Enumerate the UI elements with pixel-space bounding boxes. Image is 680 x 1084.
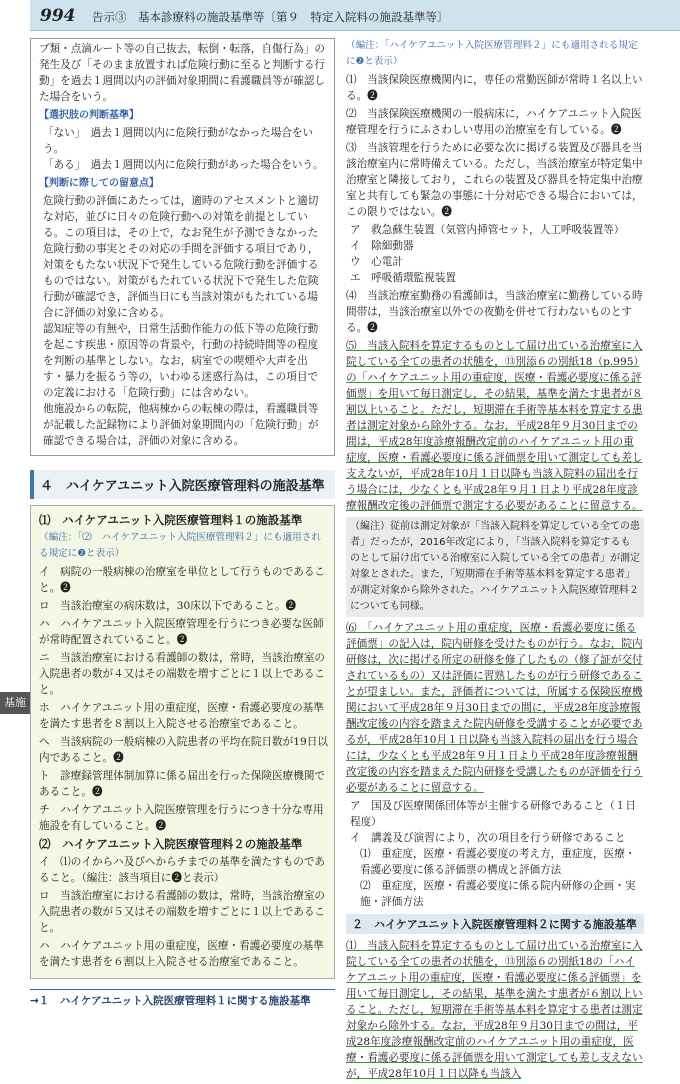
list-item: ニ 当該治療室における看護師の数は，常時，当該治療室の入院患者の数が４又はその端数を増すごとに１以上であること。 bbox=[39, 652, 326, 696]
page-header bbox=[30, 0, 680, 31]
page-number: 994 bbox=[40, 6, 76, 26]
standards-box bbox=[30, 505, 335, 979]
side-tab: 基施 bbox=[0, 692, 30, 714]
list-item: ハ ハイケアユニット用の重症度，医療・看護必要度の基準を満たす患者を６割以上入院させる治療室であること。 bbox=[39, 940, 324, 968]
paragraph: ⑵ 当該保険医療機関の一般病床に，ハイケアユニット入院医療管理を行うにふさわしい専用の治療室を有している。❷ bbox=[346, 108, 642, 136]
list-item: ホ ハイケアユニット用の重症度，医療・看護必要度の基準を満たす患者を８割以上入院させる治療室であること。 bbox=[39, 702, 324, 730]
training-item: ア 国及び医療関係団体等が主催する研修であること（１日程度） bbox=[350, 800, 637, 828]
left-column bbox=[30, 38, 335, 1008]
equipment-item: ウ 心電計 bbox=[350, 256, 403, 268]
list-item: ト 診療録管理体制加算に係る届出を行った保険医療機関であること。❷ bbox=[39, 770, 326, 798]
list-item: イ ⑴のイからハ及びヘからチまでの基準を満たすものであること。（編注：該当項目に❷と表示） bbox=[39, 856, 326, 884]
choice-no: 「ない」 過去１週間以内に危険行動がなかった場合をいう。 bbox=[43, 127, 314, 155]
section-4-heading: ４ ハイケアユニット入院医療管理料の施設基準 bbox=[30, 470, 335, 499]
choice-yes: 「ある」 過去１週間以内に危険行動があった場合をいう。 bbox=[43, 159, 324, 171]
notes-para: 認知症等の有無や，日常生活動作能力の低下等の危険行動を起こす疾患・原因等の背景や，行動の持続時間等の程度を判断の基準としない。なお，病室での喫煙や大声を出す・暴力を振るう等の，いわゆる迷惑行為は，この項目での定義における「危険行動」には含めない。 bbox=[43, 323, 319, 399]
items-2 bbox=[39, 854, 328, 970]
subheading-2: ⑵ ハイケアユニット入院医療管理料２の施設基準 bbox=[39, 837, 303, 851]
evaluation-box bbox=[30, 38, 335, 456]
paragraph: ⑴ 当該保険医療機関内に，専任の常勤医師が常時１名以上いる。❷ bbox=[346, 74, 643, 102]
training-subitem: ⑵ 重症度，医療・看護必要度に係る院内研修の企画・実施・評価方法 bbox=[360, 880, 636, 908]
tag-notes: 【判断に際しての留意点】 bbox=[39, 178, 159, 189]
list-item: ロ 当該治療室の病床数は，30床以下であること。❷ bbox=[39, 600, 297, 612]
running-title: 告示③ 基本診療料の施設基準等〔第９ 特定入院料の施設基準等〕 bbox=[92, 10, 449, 24]
equipment-item: イ 除細動器 bbox=[350, 240, 414, 252]
cross-reference: →１ ハイケアユニット入院医療管理料１に関する施設基準 bbox=[30, 989, 335, 1008]
tag-choice: 【選択肢の判断基準】 bbox=[39, 110, 139, 121]
list-item: ヘ 当該病院の一般病棟の入院患者の平均在院日数が19日以内であること。❷ bbox=[39, 736, 328, 764]
edit-note: （編注：「⑵ ハイケアユニット入院医療管理料２」にも適用される規定に❷と表示） bbox=[39, 532, 321, 559]
edit-note: （編注：「ハイケアユニット入院医療管理料２」にも適用される規定に❷と表示） bbox=[346, 40, 638, 67]
list-item: イ 病院の一般病棟の治療室を単位として行うものであること。❷ bbox=[39, 566, 326, 594]
training-subitem: ⑴ 重症度，医療・看護必要度の考え方，重症度，医療・看護必要度に係る評価票の構成と評価方法 bbox=[360, 848, 636, 876]
paragraph: ⑷ 当該治療室勤務の看護師は，当該治療室に勤務している時間帯は，当該治療室以外での夜勤を併せて行わないものとする。❷ bbox=[346, 290, 643, 334]
list-item: ハ ハイケアユニット入院医療管理を行うにつき必要な医師が常時配置されていること。❷ bbox=[39, 618, 324, 646]
equipment-item: エ 呼吸循環監視装置 bbox=[350, 272, 456, 284]
notes-para: 他施設からの転院，他病棟からの転棟の際は，看護職員等が記載した記録物により評価対象期間内の「危険行動」が確認できる場合は，評価の対象に含める。 bbox=[43, 403, 319, 447]
notes-para: 危険行動の評価にあたっては，適時のアセスメントと適切な対応，並びに日々の危険行動への対策を前提としている。この項目は，その上で，なお発生が予測できなかった危険行動の事実とその対応の手間を評価する項目であり，対策をもたない状況下で発生している危険行動を評価するものではない。対策がもたれている状況下で発生した危険行動が確認でき，評価当日にも当該対策がもたれている場合に評価の対象に含める。 bbox=[43, 195, 319, 319]
paragraph: ⑶ 当該管理を行うために必要な次に掲げる装置及び器具を当該治療室内に常時備えている。ただし，当該治療室が特定集中治療室と隣接しており，これらの装置及び器具を特定集中治療室と共有しても緊急の事態に十分対応できる場合においては，この限りではない。❷ bbox=[346, 142, 643, 218]
items-1 bbox=[39, 564, 328, 834]
training-item: イ 講義及び演習により，次の項目を行う研修であること bbox=[350, 832, 626, 844]
paragraph-underlined: ⑸ 当該入院料を算定するものとして届け出ている治療室に入院している全ての患者の状態を，⑬別添６の別紙18（p.995）の「ハイケアユニット用の重症度，医療・看護必要度に係る評価票」を用いて毎日測定し，その結果，基準を満たす患者が８割以上いること。ただし，短期滞在手術等基本料を算定する患者は測定対象から除外する。なお，平成28年９月30日までの間は，平成28年度診療報酬改定前のハイケアユニット用の重症度，医療・看護必要度に係る評価票を用いて測定しても差し支えないが，平成28年10月１日以降も当該入院料の届出を行う場合には，少なくとも平成28年９月１日より平成28年度診療報酬改定後の評価票で測定する必要があることに留意する。 bbox=[346, 340, 643, 512]
right-column bbox=[346, 38, 644, 1084]
top-text: ブ類・点滴ルート等の自己抜去，転倒・転落，自傷行為」の発生及び「そのまま放置すれば危険行動に至ると判断する行動」を過去１週間以内の評価対象期間に看護職員等が確認した場合をいう。 bbox=[39, 43, 326, 103]
paragraph-underlined: ⑴ 当該入院料を算定するものとして届け出ている治療室に入院している全ての患者の状態を，⑬別添６の別紙18の「ハイケアユニット用の重症度，医療・看護必要度に係る評価票」を用いて毎日測定し，その結果，基準を満たす患者が６割以上いること。ただし，短期滞在手術等基本料を算定する患者は測定対象から除外する。なお，平成28年９月30日までの間は，平成28年度診療報酬改定前のハイケアユニット用の重症度，医療・看護必要度に係る評価票を用いて測定しても差し支えないが，平成28年10月１日以降も当該入 bbox=[346, 940, 643, 1080]
subheading-1: ⑴ ハイケアユニット入院医療管理料１の施設基準 bbox=[39, 513, 303, 527]
paragraph-underlined: ⑹ 「ハイケアユニット用の重症度，医療・看護必要度に係る評価票」の記入は，院内研修を受けたものが行う。なお，院内研修は，次に掲げる所定の研修を修了したもの（修了証が交付されているもの）又は評価に習熟したものが行う研修であることが望ましい。また，評価者については，所属する保険医療機関において平成28年９月30日までの間に，平成28年度診療報酬改定後の内容を踏まえた院内研修を受講することが必要であるが，平成28年10月１日以降も当該入院料の届出を行う場合には，少なくとも平成28年９月１日より平成28年度診療報酬改定後の内容を踏まえた院内研修を受講したものが評価を行う必要があることに留意する。 bbox=[346, 622, 643, 794]
equipment-item: ア 救急蘇生装置（気管内挿管セット，人工呼吸装置等） bbox=[350, 224, 625, 236]
edit-note-box: （編注）従前は測定対象が「当該入院料を算定している全ての患者」だったが，2016年改定により，「当該入院料を算定するものとして届け出ている治療室に入院している全ての患者」が測定対象とされた。また，「短期滞在手術等基本料を算定する患者」が測定対象から除外された。ハイケアユニット入院医療管理料２についても同様。 bbox=[346, 517, 644, 617]
list-item: チ ハイケアユニット入院医療管理を行うにつき十分な専用施設を有していること。❷ bbox=[39, 804, 324, 832]
list-item: ロ 当該治療室における看護師の数は，常時，当該治療室の入院患者の数が５又はその端数を増すごとに１以上であること。 bbox=[39, 890, 326, 934]
section-2-heading: ２ ハイケアユニット入院医療管理料２に関する施設基準 bbox=[346, 914, 644, 934]
